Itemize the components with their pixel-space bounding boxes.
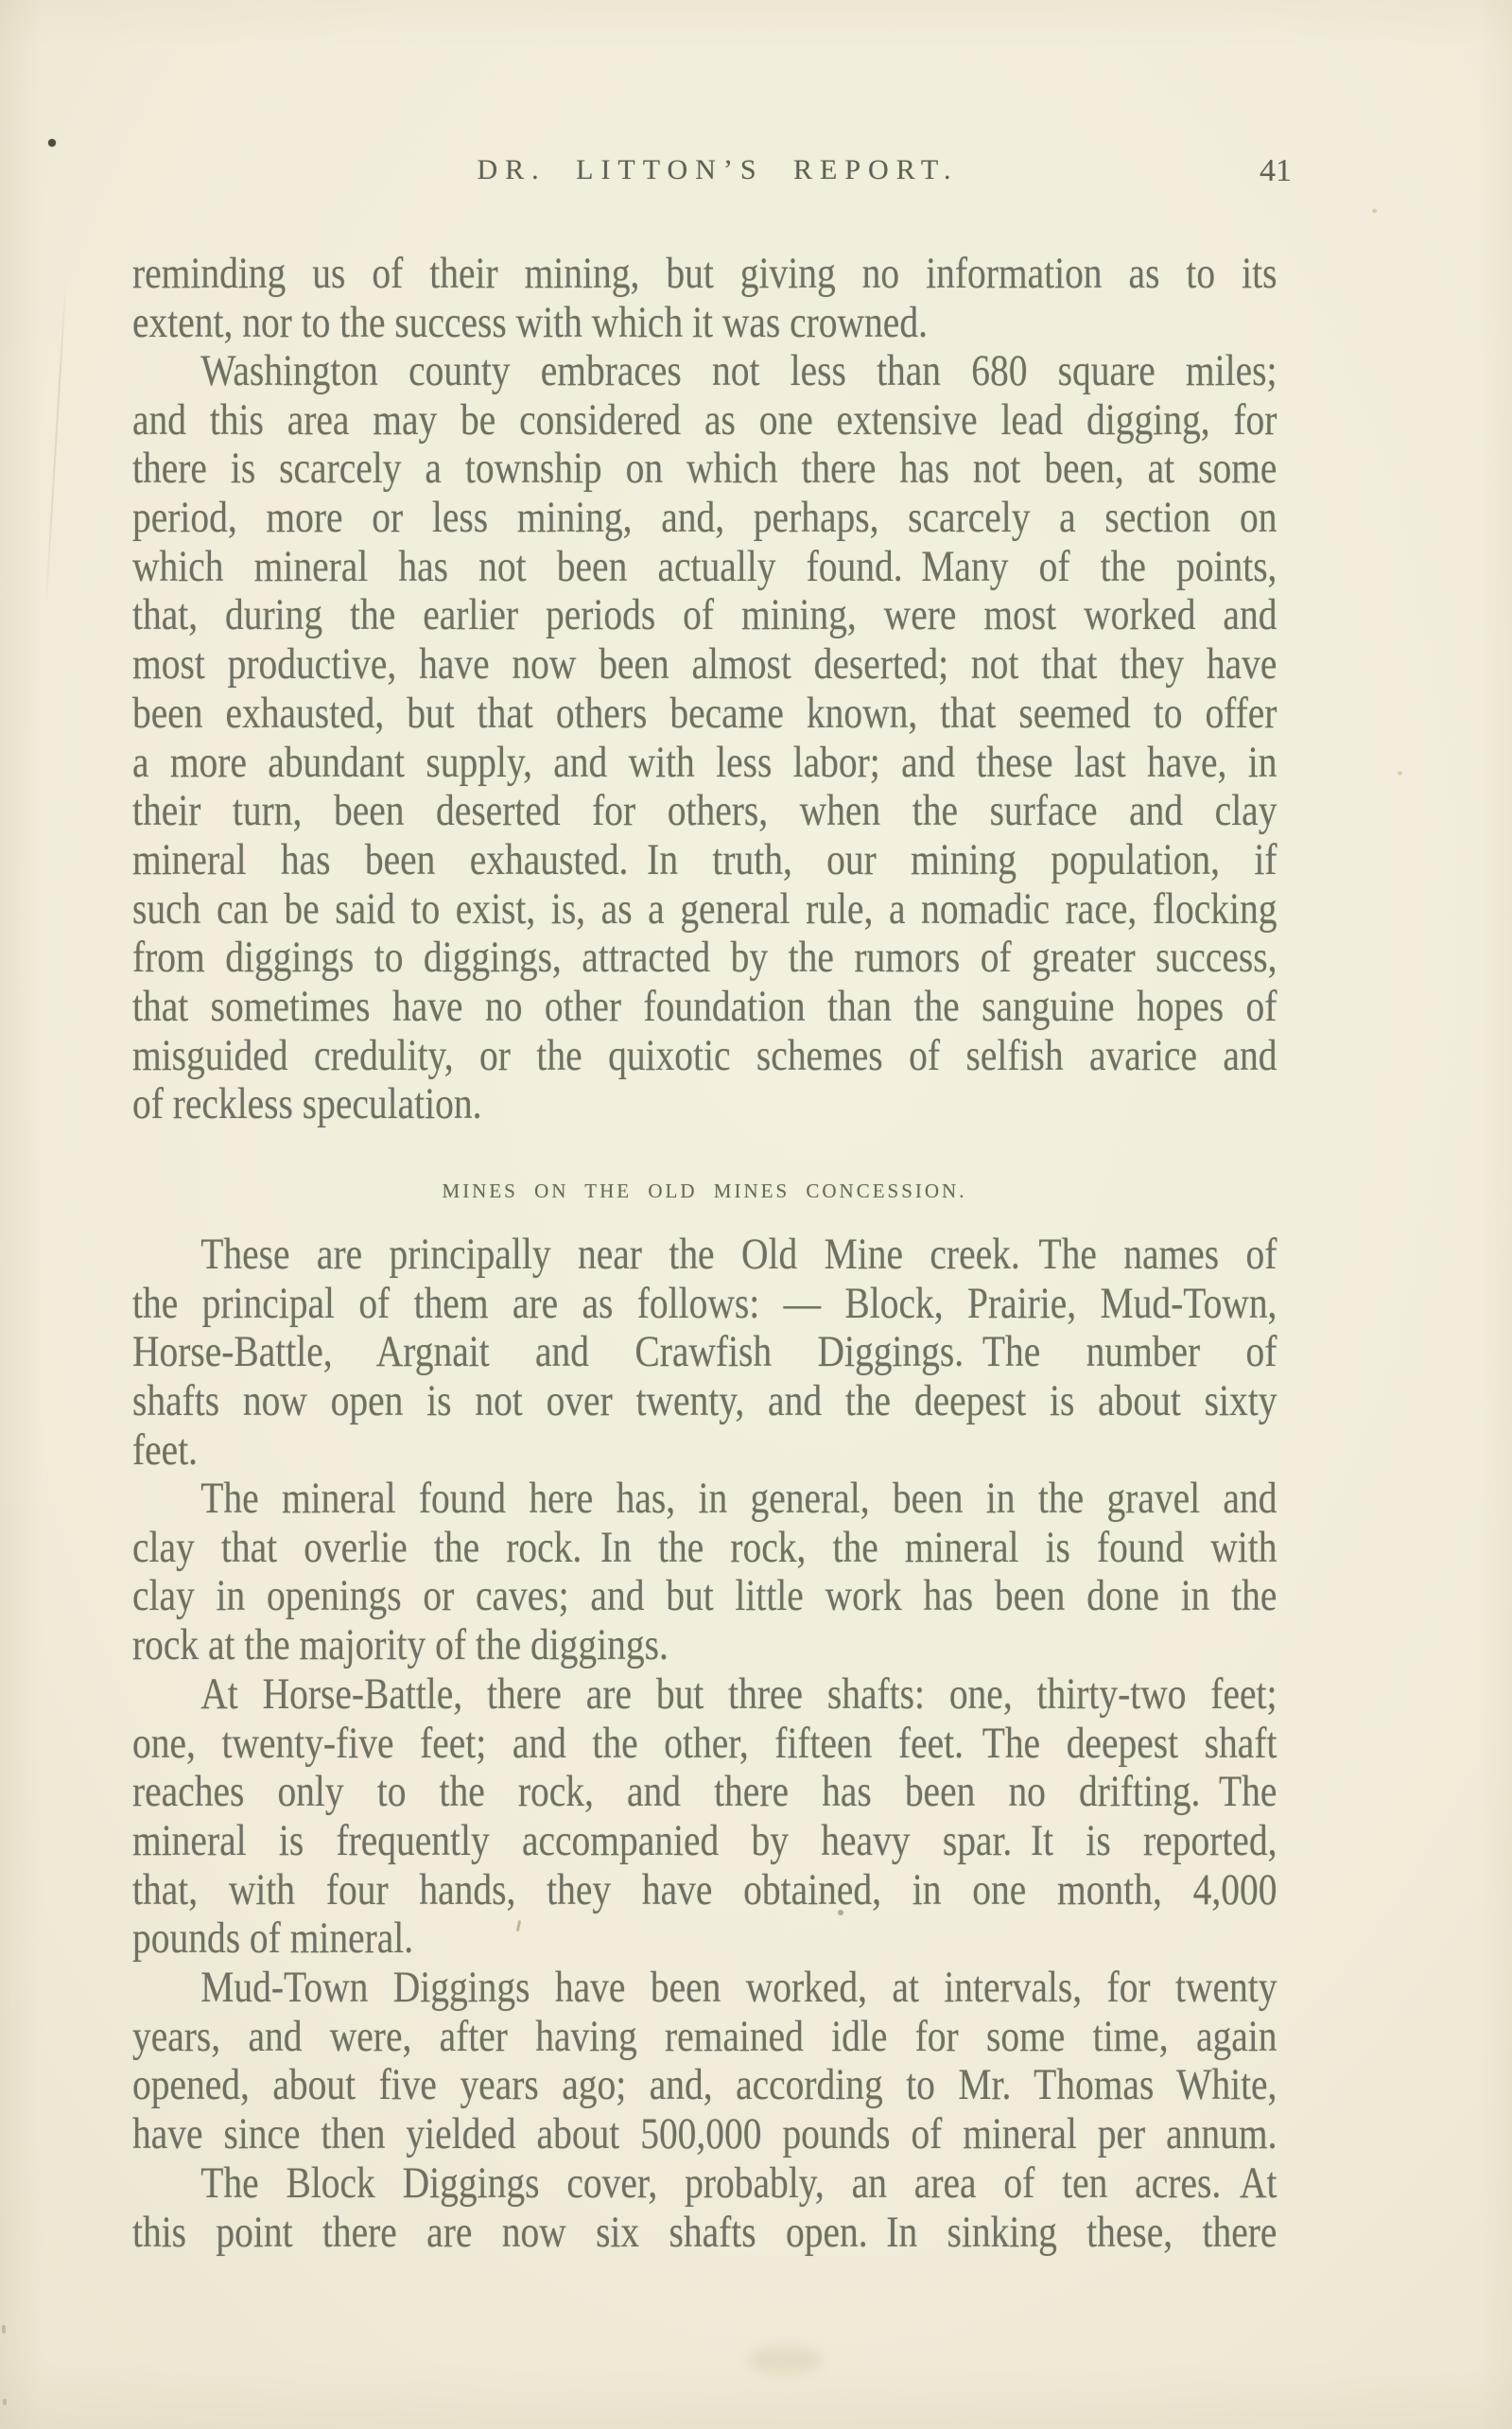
text-line: rock at the majority of the diggings. [132, 1620, 669, 1670]
paper-speck [2, 2325, 6, 2333]
text-line: the principal of them are as follows: — Block, Prairie, Mud-Town, [132, 1278, 1277, 1328]
text-line: These are principally near the Old Mine creek. The names of [200, 1230, 1277, 1279]
text-line: of reckless speculation. [132, 1079, 482, 1129]
text-line: most productive, have now been almost deserted; not that they have [132, 639, 1277, 690]
text-line: have since then yielded about 500,000 pounds of mineral per annum. [132, 2109, 1277, 2159]
paragraph [132, 1231, 1277, 1475]
paragraph [132, 250, 1277, 347]
text-line: which mineral has not been actually found. Many of the points, [132, 541, 1277, 591]
text-line: and this area may be considered as one extensive lead digging, for [132, 394, 1277, 445]
paragraph [132, 1475, 1277, 1670]
paper-crease [44, 274, 67, 614]
paper-speck [1398, 771, 1402, 776]
ink-spot [48, 139, 56, 147]
paper-speck [3, 2399, 7, 2405]
section-heading: MINES ON THE OLD MINES CONCESSION. [442, 1180, 967, 1202]
text-line: The Block Diggings cover, probably, an area of ten acres. At [200, 2158, 1277, 2208]
text-line: opened, about five years ago; and, according to Mr. Thomas White, [132, 2060, 1277, 2110]
text-line: Horse-Battle, Argnait and Crawfish Diggings. The number of [132, 1327, 1277, 1377]
paragraph [132, 1670, 1277, 1964]
text-line: a more abundant supply, and with less labor; and these last have, in [132, 737, 1277, 787]
text-line: reaches only to the rock, and there has been no drifting. The [132, 1767, 1277, 1817]
paragraph [132, 347, 1277, 1129]
paragraph [132, 2159, 1277, 2257]
text-line: extent, nor to the success with which it was crowned. [132, 297, 928, 347]
paper-blemish [747, 2346, 823, 2374]
text-line: there is scarcely a township on which there has not been, at some [132, 444, 1277, 494]
text-line: this point there are now six shafts open. In sinking these, there [132, 2207, 1277, 2257]
text-line: one, twenty-five feet; and the other, fifteen feet. The deepest shaft [132, 1718, 1277, 1768]
text-line: years, and were, after having remained idle for some time, again [132, 2011, 1277, 2061]
paper-speck [1372, 209, 1377, 213]
text-line: reminding us of their mining, but giving no information as to its [132, 249, 1277, 298]
text-line: At Horse-Battle, there are but three shafts: one, thirty-two feet; [200, 1669, 1277, 1719]
text-line: Mud-Town Diggings have been worked, at intervals, for twenty [200, 1963, 1277, 2012]
text-line: Washington county embraces not less than 680 square miles; [200, 346, 1277, 395]
text-line: pounds of mineral. [132, 1913, 414, 1964]
text-line: that, during the earlier periods of mining, were most worked and [132, 590, 1277, 640]
text-line: period, more or less mining, and, perhaps, scarcely a section on [132, 493, 1277, 543]
page-number: 41 [1260, 153, 1292, 188]
running-header-title: DR. LITTON’S REPORT. [477, 154, 959, 185]
text-line: misguided credulity, or the quixotic schemes of selfish avarice and [132, 1030, 1277, 1080]
text-line: shafts now open is not over twenty, and the deepest is about sixty [132, 1376, 1277, 1426]
text-line: from diggings to diggings, attracted by the rumors of greater success, [132, 933, 1277, 983]
text-line: their turn, been deserted for others, when the surface and clay [132, 786, 1277, 836]
text-line: that, with four hands, they have obtained, in one month, 4,000 [132, 1864, 1277, 1914]
text-line: been exhausted, but that others became known, that seemed to offer [132, 688, 1277, 738]
text-line: mineral has been exhausted. In truth, our mining population, if [132, 834, 1277, 884]
text-line: feet. [132, 1424, 199, 1475]
text-line: such can be said to exist, is, as a general rule, a nomadic race, flocking [132, 883, 1277, 934]
text-line: clay in openings or caves; and but little work has been done in the [132, 1571, 1277, 1621]
text-line: clay that overlie the rock. In the rock, the mineral is found with [132, 1522, 1277, 1572]
text-line: The mineral found here has, in general, been in the gravel and [200, 1474, 1277, 1523]
paragraph [132, 1964, 1277, 2159]
text-line: mineral is frequently accompanied by heavy spar. It is reported, [132, 1816, 1277, 1866]
text-line: that sometimes have no other foundation than the sanguine hopes of [132, 981, 1277, 1031]
